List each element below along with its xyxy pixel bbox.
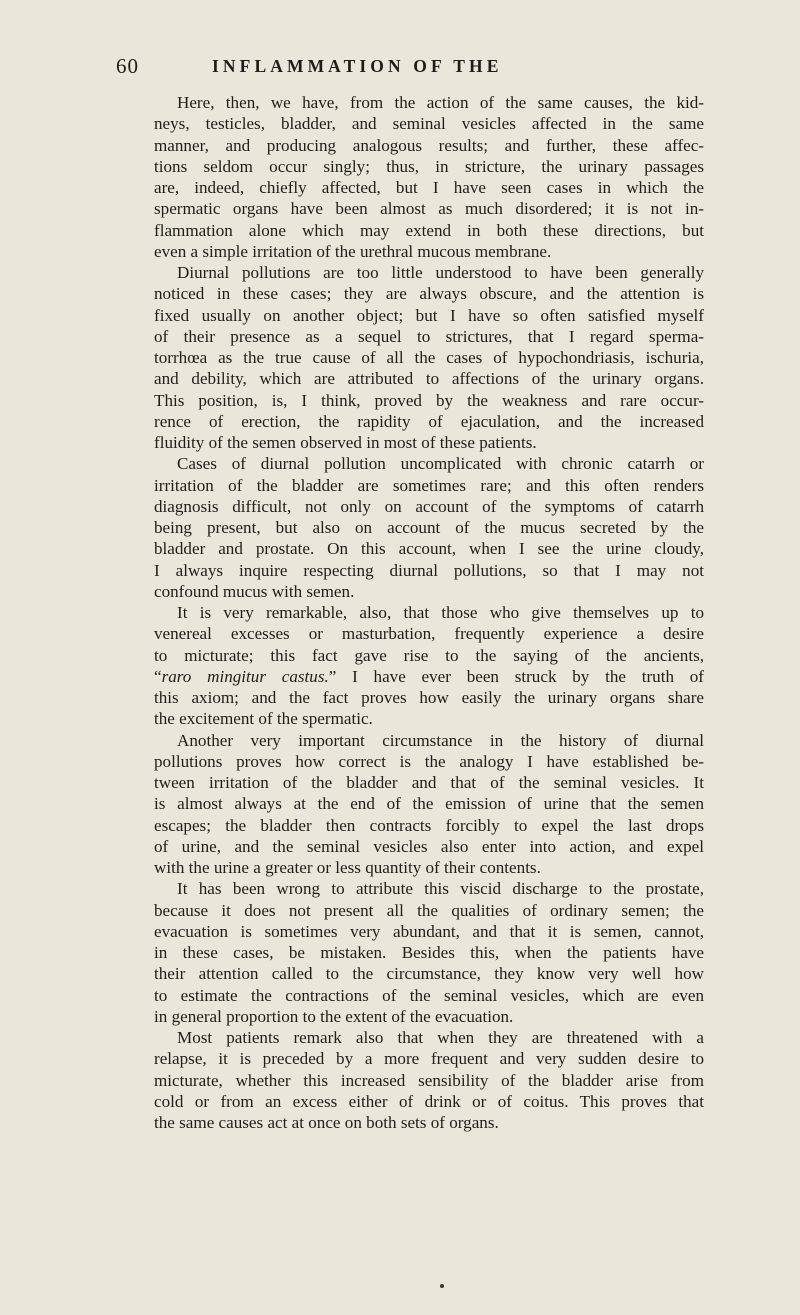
text-line: Diurnal pollutions are too little understood to have been generally: [177, 263, 704, 282]
paragraph-3: [131, 453, 704, 602]
paragraph-2: [131, 262, 704, 453]
text-line: venereal excesses or masturbation, frequently experience a desire: [154, 624, 704, 644]
text-line: in general proportion to the extent of the evacuation.: [154, 1006, 514, 1026]
text-line: even a simple irritation of the urethral mucous membrane.: [154, 241, 552, 261]
text-line: of urine, and the seminal vesicles also enter into action, and expel: [154, 836, 704, 856]
text-line: pollutions proves how correct is the analogy I have established be-: [154, 751, 704, 771]
text-line: I always inquire respecting diurnal pollutions, so that I may not: [154, 560, 704, 580]
text-line: It is very remarkable, also, that those who give themselves up to: [177, 603, 704, 622]
text-line: noticed in these cases; they are always obscure, and the attention is: [154, 284, 704, 304]
text-line: diagnosis difficult, not only on account of the symptoms of catarrh: [154, 496, 704, 516]
text-line: because it does not present all the qualities of ordinary semen; the: [154, 900, 704, 920]
text-line: flammation alone which may extend in both these directions, but: [154, 220, 704, 240]
text-line: Cases of diurnal pollution uncomplicated with chronic catarrh or: [177, 454, 704, 474]
text-line: of their presence as a sequel to strictures, that I regard sperma-: [154, 326, 704, 346]
text-line: the excitement of the spermatic.: [154, 709, 373, 729]
page-number: 60: [116, 54, 139, 78]
text-line: tween irritation of the bladder and that of the seminal vesicles. It: [154, 773, 704, 792]
text-line: neys, testicles, bladder, and seminal vesicles affected in the same: [154, 114, 704, 134]
text-line: rence of erection, the rapidity of ejaculation, and the increased: [154, 411, 704, 431]
text-line: tions seldom occur singly; thus, in stricture, the urinary passages: [154, 156, 704, 176]
text-line: in these cases, be mistaken. Besides this, when the patients have: [154, 943, 704, 962]
text-line: is almost always at the end of the emission of urine that the semen: [154, 794, 704, 814]
printer-mark: [440, 1284, 444, 1288]
text-line: micturate, whether this increased sensibility of the bladder arise from: [154, 1070, 704, 1090]
paragraph-5: [131, 730, 704, 879]
text-line: This position, is, I think, proved by the weakness and rare occur-: [154, 390, 704, 410]
body-text: [131, 92, 704, 1133]
text-line: the same causes act at once on both sets of organs.: [154, 1113, 499, 1132]
text-line: and debility, which are attributed to affections of the urinary organs.: [154, 369, 704, 389]
text-line: this axiom; and the fact proves how easily the urinary organs share: [154, 688, 704, 707]
text-line: to micturate; this fact gave rise to the saying of the ancients,: [154, 645, 704, 665]
text-line: are, indeed, chiefly affected, but I have seen cases in which the: [154, 178, 704, 197]
paragraph-4: [131, 602, 704, 730]
text-line: to estimate the contractions of the seminal vesicles, which are even: [154, 985, 704, 1005]
text-line: fluidity of the semen observed in most of these patients.: [154, 433, 537, 452]
latin-quote: raro mingitur castus.: [161, 666, 329, 686]
text-line: spermatic organs have been almost as much disordered; it is not in-: [154, 199, 704, 219]
open-quote: “: [154, 666, 162, 686]
text-line: manner, and producing analogous results; and further, these affec-: [154, 135, 704, 155]
text-line: bladder and prostate. On this account, when I see the urine cloudy,: [154, 539, 704, 559]
text-line: torrhœa as the true cause of all the cases of hypochondriasis, ischuria,: [154, 348, 704, 367]
text-line: their attention called to the circumstance, they know very well how: [154, 964, 704, 984]
text-line: fixed usually on another object; but I have so often satisfied myself: [154, 305, 704, 325]
text-line: It has been wrong to attribute this viscid discharge to the prostate,: [177, 879, 704, 899]
running-head: INFLAMMATION OF THE: [212, 56, 503, 76]
paragraph-7: [131, 1027, 704, 1133]
text-line-with-latin-quote: [131, 666, 704, 687]
page-header: [116, 54, 800, 84]
paragraph-6: [131, 878, 704, 1027]
text-line: escapes; the bladder then contracts forcibly to expel the last drops: [154, 815, 704, 835]
text-line: Another very important circumstance in the history of diurnal: [177, 730, 704, 750]
text-line: Here, then, we have, from the action of the same causes, the kid-: [177, 93, 704, 112]
text-line: evacuation is sometimes very abundant, and that it is semen, cannot,: [154, 921, 704, 941]
text-line: confound mucus with semen.: [154, 581, 355, 601]
text-line: irritation of the bladder are sometimes rare; and this often renders: [154, 475, 704, 495]
text-line: being present, but also on account of the mucus secreted by the: [154, 518, 704, 537]
text-line: cold or from an excess either of drink or of coitus. This proves that: [154, 1091, 704, 1111]
text-line: relapse, it is preceded by a more frequent and very sudden desire to: [154, 1049, 704, 1069]
text-line: with the urine a greater or less quantity of their contents.: [154, 858, 541, 877]
text-line: Most patients remark also that when they are threatened with a: [177, 1028, 704, 1047]
paragraph-1: [131, 92, 704, 262]
text-line-rest: ” I have ever been struck by the truth of: [328, 666, 704, 686]
